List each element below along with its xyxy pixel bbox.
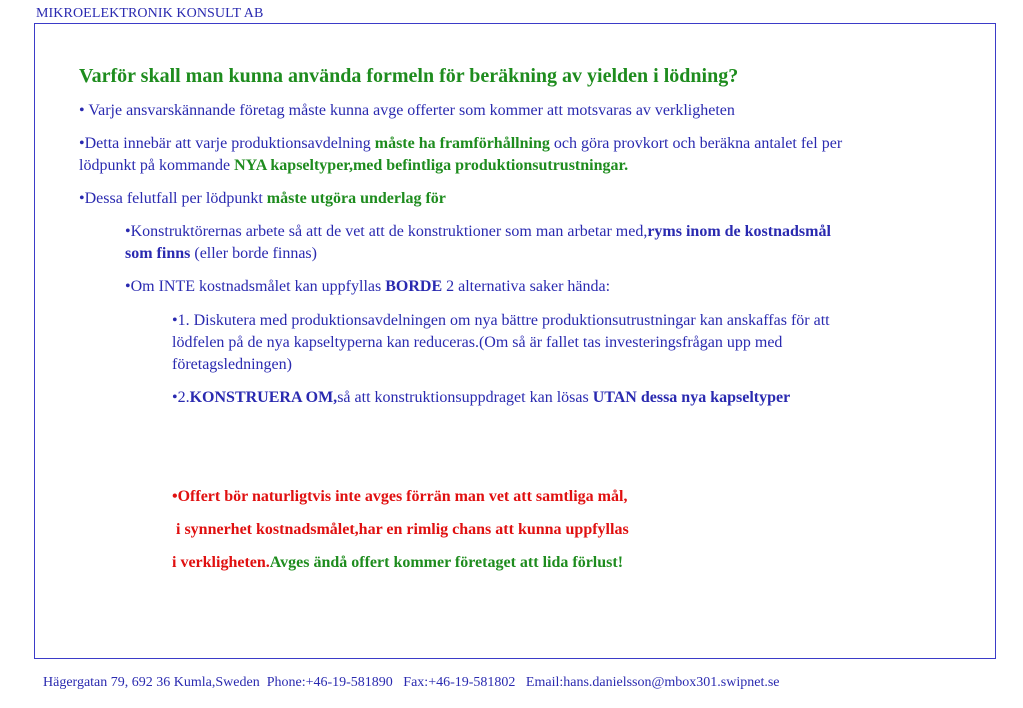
bullet-production-emph: måste ha framförhållning xyxy=(374,135,550,152)
warning-line-2: i synnerhet kostnadsmålet,har en rimlig chans att kunna uppfyllas xyxy=(172,521,629,538)
bullet-production-text-d: lödpunkt på kommande xyxy=(79,157,235,174)
bullet-production-emph-2: NYA kapseltyper,med befintliga produktionsutrustningar. xyxy=(234,157,629,174)
contact-footer: Hägergatan 79, 692 36 Kumla,Sweden Phone:+46-19-581890 Fax:+46-19-581802 Email:hans.danielsson@mbox301.swipnet.se xyxy=(43,675,780,690)
bullet-production-text-c: och göra provkort och beräkna antalet fel per xyxy=(549,135,843,152)
alt-2-emph: KONSTRUERA OM, xyxy=(189,389,338,406)
sub-bullet-cost-text-2: 2 alternativa saker hända: xyxy=(442,278,611,295)
alt-2-number: •2. xyxy=(172,389,190,406)
warning-line-3-green: Avges ändå offert kommer företaget att lida förlust! xyxy=(269,554,624,571)
warning-line-3-red: i verkligheten. xyxy=(172,554,270,571)
bullet-production-text-a: •Detta innebär att varje produktionsavdelning xyxy=(79,135,375,152)
alt-1-line-1: •1. Diskutera med produktionsavdelningen om nya bättre produktionsutrustningar kan anskaffas för att xyxy=(172,312,830,329)
bullet-production-cont xyxy=(79,155,628,177)
page-title: Varför skall man kunna använda formeln för beräkning av yielden i lödning? xyxy=(79,65,739,87)
sub-bullet-designers-cont xyxy=(125,243,317,265)
bullet-defects xyxy=(79,188,446,210)
sub-bullet-designers-text-2: (eller borde finnas) xyxy=(190,245,317,262)
bullet-offers: • Varje ansvarskännande företag måste kunna avge offerter som kommer att motsvaras av verkligheten xyxy=(79,102,735,119)
company-header: MIKROELEKTRONIK KONSULT AB xyxy=(36,6,264,21)
bullet-defects-emph: måste utgöra underlag för xyxy=(266,190,446,207)
sub-bullet-designers-emph-2: som finns xyxy=(125,245,191,262)
alt-1-line-3: företagsledningen) xyxy=(172,356,292,373)
bullet-defects-text: •Dessa felutfall per lödpunkt xyxy=(79,190,267,207)
alt-1-line-2: lödfelen på de nya kapseltyperna kan reduceras.(Om så är fallet tas investeringsfrågan upp med xyxy=(172,334,783,351)
warning-line-3 xyxy=(172,552,623,574)
sub-bullet-designers-emph: ryms inom de kostnadsmål xyxy=(647,223,831,240)
sub-bullet-cost-text: •Om INTE kostnadsmålet kan uppfyllas xyxy=(125,278,386,295)
alt-2 xyxy=(172,387,790,409)
sub-bullet-designers-text: •Konstruktörernas arbete så att de vet att de konstruktioner som man arbetar med, xyxy=(125,223,648,240)
alt-2-text: så att konstruktionsuppdraget kan lösas xyxy=(337,389,593,406)
sub-bullet-cost-target xyxy=(125,276,610,298)
warning-line-1: •Offert bör naturligtvis inte avges förrän man vet att samtliga mål, xyxy=(172,488,628,505)
bullet-production xyxy=(79,133,842,155)
alt-2-emph-2: UTAN dessa nya kapseltyper xyxy=(592,389,791,406)
sub-bullet-cost-emph: BORDE xyxy=(385,278,443,295)
sub-bullet-designers xyxy=(125,221,831,243)
